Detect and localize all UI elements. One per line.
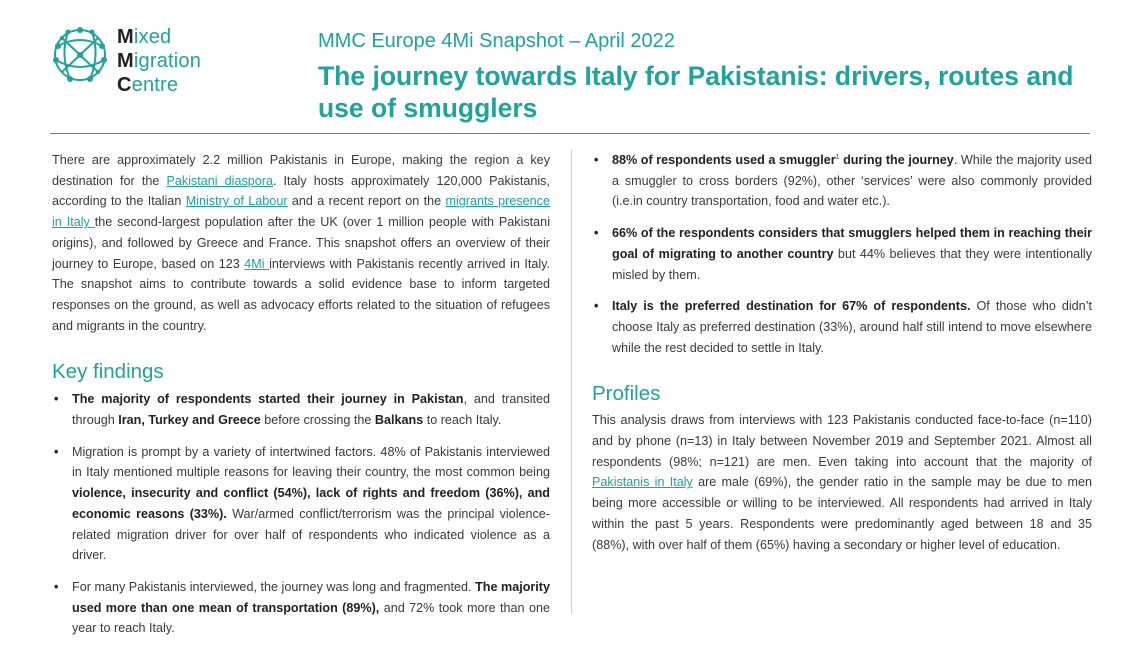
footnote-marker: 1 xyxy=(835,153,840,161)
text-run: , and transited through xyxy=(72,392,550,428)
bold-text: The majority used more than one mean of transportation (89%), xyxy=(72,579,550,615)
text-run: War/armed conflict/terrorism was the principal violence-related migration driver for over half of respondents who indicated violence as a driver. xyxy=(72,506,550,563)
bold-text: violence, insecurity and conflict (54%), lack of rights and freedom (36%), and economic reasons (33%). xyxy=(72,486,550,521)
series-label: MMC Europe 4Mi Snapshot – April 2022 xyxy=(318,30,675,52)
findings-list-continued xyxy=(592,150,1092,358)
text-run: before crossing the xyxy=(260,413,375,428)
inline-link[interactable]: migrants presence in Italy xyxy=(52,194,550,230)
text-run: the second-largest population after the UK (over 1 million people with Pakistani origins), and followed by Greece and France. This snapshot offers an overview of their journey to Europe, based on 123 xyxy=(52,215,550,271)
list-item xyxy=(52,577,550,639)
page-title: The journey towards Italy for Pakistanis: drivers, routes and use of smugglers xyxy=(318,61,1074,123)
intro-paragraph xyxy=(52,150,550,336)
bold-text: Balkans xyxy=(374,413,424,428)
text-run: For many Pakistanis interviewed, the journey was long and fragmented. xyxy=(72,579,476,594)
right-column xyxy=(592,150,1092,555)
inline-link[interactable]: Pakistanis in Italy xyxy=(592,475,693,490)
list-item xyxy=(52,389,550,430)
key-findings-list xyxy=(52,389,550,639)
text-run: . While the majority used a smuggler to cross borders (92%), other ‘services’ were also commonly provided (i.e.in country transportation, food and water etc.). xyxy=(612,153,1093,209)
text-run: but 44% believes that they were intentionally misled by them. xyxy=(612,246,1092,282)
mmc-logo xyxy=(50,24,250,104)
text-run: to reach Italy. xyxy=(423,413,502,428)
bold-text: Italy is the preferred destination for 67% of respondents. xyxy=(612,299,971,314)
bold-text: 66% of the respondents considers that smugglers helped them in reaching their goal of migrating to another country xyxy=(612,226,1092,261)
inline-link[interactable]: 4Mi xyxy=(244,256,270,271)
column-divider xyxy=(571,150,572,614)
bold-text: during the journey xyxy=(839,153,954,167)
key-findings-heading: Key findings xyxy=(52,360,164,384)
list-item xyxy=(592,150,1092,212)
text-run: Migration is prompt by a variety of intertwined factors. 48% of Pakistanis interviewed in Italy mentioned multiple reasons for leaving their country, the most common being xyxy=(72,444,550,480)
text-run: and 72% took more than one year to reach Italy. xyxy=(72,600,550,636)
list-item xyxy=(52,442,550,566)
text-run: This analysis draws from interviews with 123 Pakistanis conducted face-to-face (n=110) and by phone (n=13) in Italy between November 2019 and September 2021. Almost all respondents (98%; n=121) are men. Even taking into account that the majority of xyxy=(592,413,1092,469)
inline-link[interactable]: Ministry of Labour xyxy=(185,194,288,209)
text-run: interviews with Pakistanis recently arrived in Italy. The snapshot aims to contribute towards a solid evidence base to inform targeted responses on the ground, as well as advocacy efforts related to the situation of refugees and migrants in the country. xyxy=(52,256,550,333)
logo-wordmark: Mixed Migration Centre xyxy=(117,26,202,96)
globe-network-icon xyxy=(50,24,110,86)
text-run: are male (69%), the gender ratio in the sample may be due to men being more accessible or willing to be interviewed. All respondents had arrived in Italy within the past 5 years. Respondents were predominantly aged between 18 and 35 (88%), with over half of them (65%) having a secondary or higher level of education. xyxy=(592,475,1092,552)
list-item xyxy=(592,296,1092,358)
inline-link[interactable]: Pakistani diaspora xyxy=(166,173,273,188)
bold-text: 88% of respondents used a smuggler xyxy=(612,153,836,167)
text-run: . Italy hosts approximately 120,000 Pakistanis, according to the Italian xyxy=(52,173,550,209)
bold-text: The majority of respondents started their journey in Pakistan xyxy=(72,392,464,407)
list-item xyxy=(592,223,1092,285)
profiles-heading: Profiles xyxy=(592,382,661,406)
bold-text: Iran, Turkey and Greece xyxy=(118,413,261,428)
profiles-paragraph xyxy=(592,410,1092,555)
text-run: and a recent report on the xyxy=(287,194,446,209)
left-column xyxy=(52,150,550,650)
page-header xyxy=(318,28,1108,124)
header-divider xyxy=(50,133,1090,134)
text-run: Of those who didn’t choose Italy as preferred destination (33%), around half still intend to move elsewhere while the rest decided to settle in Italy. xyxy=(612,299,1092,355)
text-run: There are approximately 2.2 million Pakistanis in Europe, making the region a key destination for the xyxy=(52,153,550,188)
